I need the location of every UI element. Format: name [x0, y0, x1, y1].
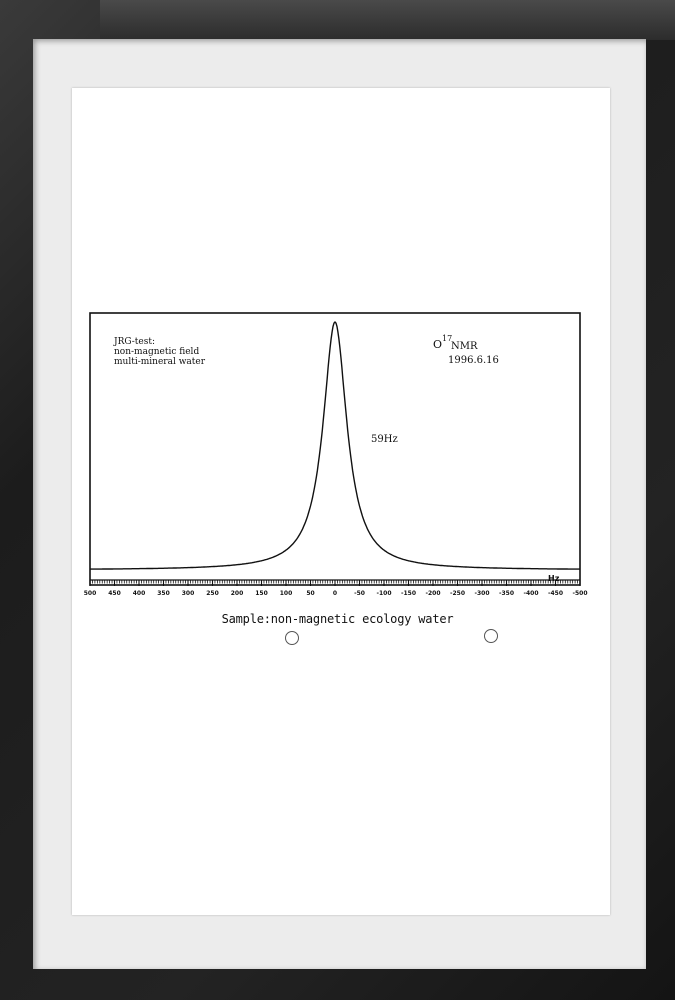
- date-label: 1996.6.16: [448, 355, 499, 366]
- figure-caption: Sample:non-magnetic ecology water: [221, 612, 454, 626]
- x-tick-label: -250: [449, 590, 466, 597]
- x-tick-label: 350: [157, 590, 170, 597]
- x-tick-label: 250: [206, 590, 219, 597]
- x-tick-label: 150: [255, 590, 268, 597]
- x-axis-unit-label: Hz: [548, 574, 560, 583]
- x-tick-label: 450: [108, 590, 121, 597]
- x-tick-label: 200: [230, 590, 244, 597]
- x-tick-label: -200: [425, 590, 441, 597]
- x-tick-label: 0: [332, 590, 338, 597]
- x-tick-label: -450: [547, 590, 564, 597]
- x-tick-label: 300: [181, 590, 195, 597]
- sample-label-line-1: JRG-test:: [114, 337, 155, 347]
- sample-label-line-3: multi-mineral water: [114, 357, 206, 367]
- x-tick-label: -100: [376, 590, 392, 597]
- x-tick-label: 100: [279, 590, 293, 597]
- method-label: NMR: [451, 341, 478, 352]
- x-tick-label: 500: [83, 590, 97, 597]
- sample-label-line-2: non-magnetic field: [114, 347, 200, 357]
- nucleus-mass-superscript: 17: [442, 334, 453, 343]
- x-tick-label: 400: [132, 590, 146, 597]
- x-tick-label: -300: [474, 590, 490, 597]
- nucleus-symbol: O: [433, 338, 443, 351]
- x-tick-label: 50: [306, 590, 315, 597]
- x-axis-ticks: [90, 580, 580, 586]
- x-tick-label: -150: [400, 590, 417, 597]
- x-axis-tick-labels: [84, 590, 588, 597]
- x-tick-label: -50: [354, 590, 365, 597]
- x-tick-label: -350: [498, 590, 515, 597]
- x-tick-label: -400: [523, 590, 539, 597]
- binder-hole-right: [484, 629, 498, 643]
- linewidth-annotation: 59Hz: [371, 434, 398, 445]
- x-tick-label: -500: [572, 590, 588, 597]
- binder-hole-left: [285, 631, 299, 645]
